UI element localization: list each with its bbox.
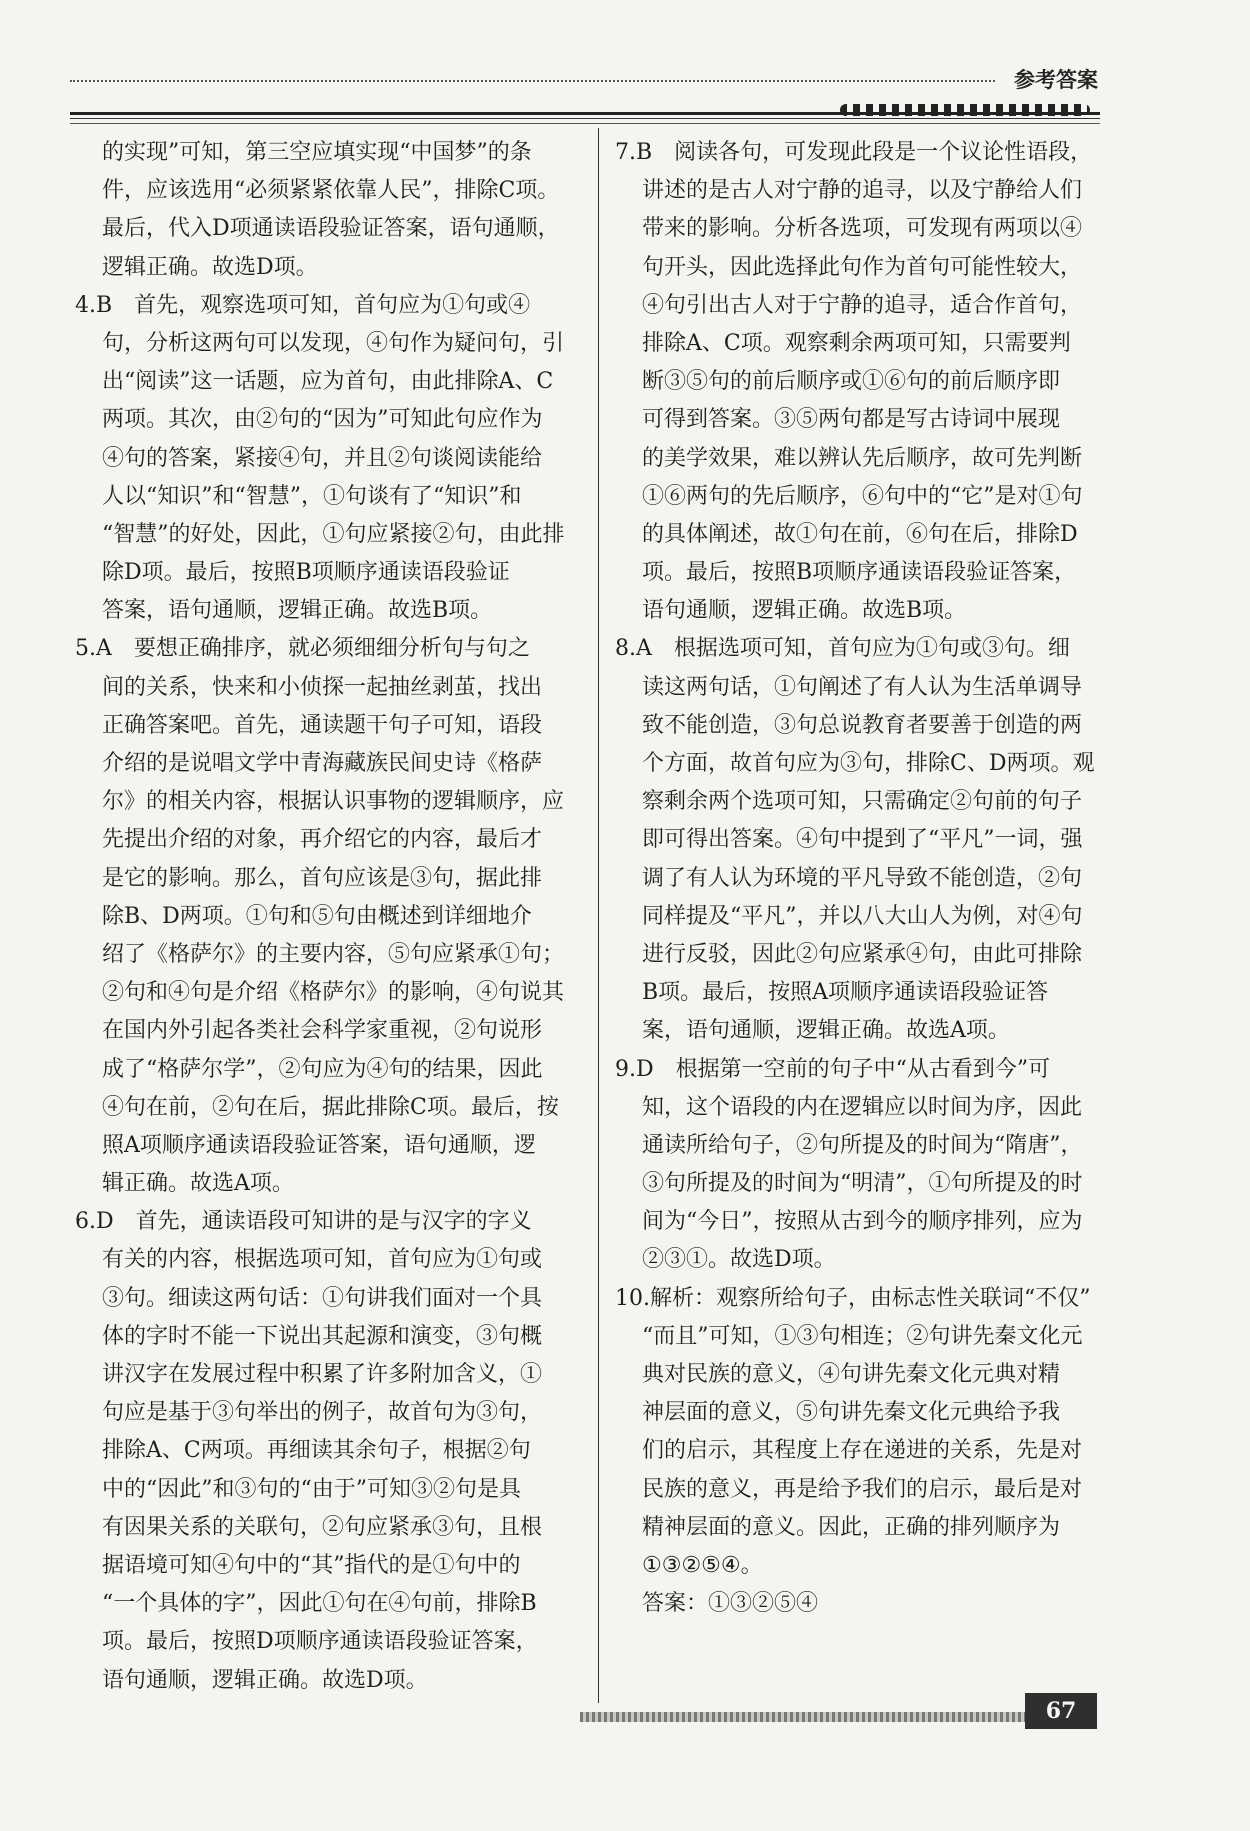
answer-line: 通读所给句子，②句所提及的时间为“隋唐”， bbox=[642, 1132, 1083, 1158]
answer-line: 间的关系，快来和小侦探一起抽丝剥茧，找出 bbox=[102, 674, 543, 700]
answer-line: 10.解析：观察所给句子，由标志性关联词“不仅” bbox=[615, 1285, 1091, 1311]
answer-line: 句开头，因此选择此句作为首句可能性较大， bbox=[642, 254, 1083, 280]
answer-line: 有关的内容，根据选项可知，首句应为①句或 bbox=[102, 1247, 543, 1273]
answer-line: 的美学效果，难以辨认先后顺序，故可先判断 bbox=[642, 445, 1083, 471]
answer-line: 在国内外引起各类社会科学家重视，②句说形 bbox=[102, 1018, 543, 1044]
header-rule-thick bbox=[70, 112, 1100, 115]
answer-line: 项。最后，按照B项顺序通读语段验证答案， bbox=[642, 560, 1077, 586]
answer-line: ④句的答案，紧接④句，并且②句谈阅读能给 bbox=[102, 445, 543, 471]
answer-line: 是它的影响。那么，首句应该是③句，据此排 bbox=[102, 865, 543, 891]
answer-line: 语句通顺，逻辑正确。故选B项。 bbox=[642, 598, 967, 624]
answer-line: 语句通顺，逻辑正确。故选D项。 bbox=[102, 1667, 428, 1693]
answer-line: 带来的影响。分析各选项，可发现有两项以④ bbox=[642, 216, 1083, 242]
answer-line: 中的“因此”和③句的“由于”可知③②句是具 bbox=[102, 1476, 521, 1502]
answer-line: 6.D 首先，通读语段可知讲的是与汉字的字义 bbox=[75, 1209, 532, 1235]
answer-line: 最后，代入D项通读语段验证答案，语句通顺， bbox=[102, 216, 560, 242]
answer-line: 典对民族的意义，④句讲先秦文化元典对精 bbox=[642, 1362, 1061, 1387]
answer-line: 知，这个语段的内在逻辑应以时间为序，因此 bbox=[642, 1094, 1083, 1120]
answer-line: 辑正确。故选A项。 bbox=[102, 1171, 294, 1197]
answer-line: 即可得出答案。④句中提到了“平凡”一词，强 bbox=[642, 827, 1083, 853]
answer-line: ③句所提及的时间为“明清”，①句所提及的时 bbox=[642, 1171, 1083, 1197]
answer-line: 除D项。最后，按照B项顺序通读语段验证 bbox=[102, 560, 510, 586]
answer-line: 精神层面的意义。因此，正确的排列顺序为 bbox=[642, 1514, 1061, 1540]
answer-line: 句应是基于③句举出的例子，故首句为③句， bbox=[102, 1400, 543, 1426]
answer-line: 8.A 根据选项可知，首句应为①句或③句。细 bbox=[615, 636, 1070, 662]
answer-line: 成了“格萨尔学”，②句应为④句的结果，因此 bbox=[102, 1056, 543, 1082]
answer-line: 排除A、C项。观察剩余两项可知，只需要判 bbox=[642, 330, 1071, 356]
final-answer: 答案：①③②⑤④ bbox=[642, 1591, 819, 1617]
answer-column-left bbox=[75, 134, 577, 1700]
page-number: 67 bbox=[1025, 1693, 1097, 1729]
answer-line: 件，应该选用“必须紧紧依靠人民”，排除C项。 bbox=[102, 178, 560, 204]
header-dotted-rule bbox=[70, 80, 995, 82]
answer-line: 的具体阐述，故①句在前，⑥句在后，排除D bbox=[642, 521, 1078, 547]
answer-line: 的实现”可知，第三空应填实现“中国梦”的条 bbox=[102, 140, 532, 165]
answer-line: ④句引出古人对于宁静的追寻，适合作首句， bbox=[642, 292, 1083, 318]
answer-line: 个方面，故首句应为③句，排除C、D两项。观 bbox=[642, 751, 1095, 776]
column-divider bbox=[598, 128, 599, 1703]
answer-line: 5.A 要想正确排序，就必须细细分析句与句之 bbox=[75, 636, 530, 662]
answer-line: 民族的意义，再是给予我们的启示，最后是对 bbox=[642, 1476, 1083, 1502]
footer-ornament-band bbox=[580, 1712, 1025, 1722]
answer-line: “而且”可知，①③句相连；②句讲先秦文化元 bbox=[642, 1323, 1083, 1349]
answer-line: 介绍的是说唱文学中青海藏族民间史诗《格萨 bbox=[102, 751, 543, 776]
answer-line: 案，语句通顺，逻辑正确。故选A项。 bbox=[642, 1018, 1010, 1044]
answer-line: 句，分析这两句可以发现，④句作为疑问句，引 bbox=[102, 330, 565, 356]
answer-line: 进行反驳，因此②句应紧承④句，由此可排除 bbox=[642, 941, 1083, 967]
answer-line: ①③②⑤④。 bbox=[642, 1552, 763, 1578]
answer-line: ①⑥两句的先后顺序，⑥句中的“它”是对①句 bbox=[642, 483, 1083, 509]
answer-line: 7.B 阅读各句，可发现此段是一个议论性语段， bbox=[615, 140, 1093, 165]
answer-line: 9.D 根据第一空前的句子中“从古看到今”可 bbox=[615, 1056, 1051, 1082]
answer-line: 察剩余两个选项可知，只需确定②句前的句子 bbox=[642, 789, 1083, 815]
answer-line: 逻辑正确。故选D项。 bbox=[102, 254, 318, 280]
answer-line: 讲述的是古人对宁静的追寻，以及宁静给人们 bbox=[642, 178, 1083, 204]
header-rule-thin-lower bbox=[70, 123, 1100, 124]
answer-line: 先提出介绍的对象，再介绍它的内容，最后才 bbox=[102, 827, 543, 853]
answer-line: 答案，语句通顺，逻辑正确。故选B项。 bbox=[102, 598, 493, 624]
answer-line: ③句。细读这两句话：①句讲我们面对一个具 bbox=[102, 1285, 543, 1311]
answer-line: 讲汉字在发展过程中积累了许多附加含义，① bbox=[102, 1362, 543, 1387]
answer-column-right bbox=[615, 134, 1110, 1623]
answer-line: 体的字时不能一下说出其起源和演变，③句概 bbox=[102, 1323, 543, 1349]
answer-line: 断③⑤句的前后顺序或①⑥句的前后顺序即 bbox=[642, 369, 1061, 395]
answer-line: 有因果关系的关联句，②句应紧承③句，且根 bbox=[102, 1514, 543, 1540]
answer-line: 4.B 首先，观察选项可知，首句应为①句或④ bbox=[75, 292, 531, 318]
answer-line: 们的启示，其程度上存在递进的关系，先是对 bbox=[642, 1438, 1083, 1464]
answer-line: 出“阅读”这一话题，应为首句，由此排除A、C bbox=[102, 369, 554, 395]
answer-line: “一个具体的字”，因此①句在④句前，排除B bbox=[102, 1591, 537, 1617]
answer-line: ②③①。故选D项。 bbox=[642, 1247, 836, 1273]
answer-line: “智慧”的好处，因此，①句应紧接②句，由此排 bbox=[102, 521, 565, 547]
answer-line: 正确答案吧。首先，通读题干句子可知，语段 bbox=[102, 712, 543, 738]
answer-line: 可得到答案。③⑤两句都是写古诗词中展现 bbox=[642, 407, 1061, 433]
header-rule-thin bbox=[70, 118, 1100, 119]
answer-line: ②句和④句是介绍《格萨尔》的影响，④句说其 bbox=[102, 980, 565, 1006]
answer-line: 除B、D两项。①句和⑤句由概述到详细地介 bbox=[102, 903, 532, 929]
answer-line: 人以“知识”和“智慧”，①句谈有了“知识”和 bbox=[102, 483, 522, 509]
answer-line: B项。最后，按照A项顺序通读语段验证答 bbox=[642, 980, 1049, 1006]
answer-line: 致不能创造，③句总说教育者要善于创造的两 bbox=[642, 712, 1083, 738]
answer-line: 间为“今日”，按照从古到今的顺序排列，应为 bbox=[642, 1209, 1083, 1235]
answer-line: 排除A、C两项。再细读其余句子，根据②句 bbox=[102, 1438, 531, 1464]
section-title: 参考答案 bbox=[1014, 68, 1098, 92]
answer-line: 照A项顺序通读语段验证答案，语句通顺，逻 bbox=[102, 1132, 536, 1158]
answer-line: 调了有人认为环境的平凡导致不能创造，②句 bbox=[642, 865, 1083, 891]
answer-line: 据语境可知④句中的“其”指代的是①句中的 bbox=[102, 1552, 521, 1578]
answer-line: 同样提及“平凡”，并以八大山人为例，对④句 bbox=[642, 903, 1083, 929]
answer-line: 尔》的相关内容，根据认识事物的逻辑顺序，应 bbox=[102, 789, 565, 815]
answer-line: 项。最后，按照D项顺序通读语段验证答案， bbox=[102, 1629, 538, 1655]
answer-line: 读这两句话，①句阐述了有人认为生活单调导 bbox=[642, 674, 1083, 700]
answer-line: 绍了《格萨尔》的主要内容，⑤句应紧承①句； bbox=[102, 941, 565, 967]
answer-line: 两项。其次，由②句的“因为”可知此句应作为 bbox=[102, 407, 543, 433]
answer-line: ④句在前，②句在后，据此排除C项。最后，按 bbox=[102, 1094, 559, 1120]
answer-line: 神层面的意义，⑤句讲先秦文化元典给予我 bbox=[642, 1400, 1061, 1426]
